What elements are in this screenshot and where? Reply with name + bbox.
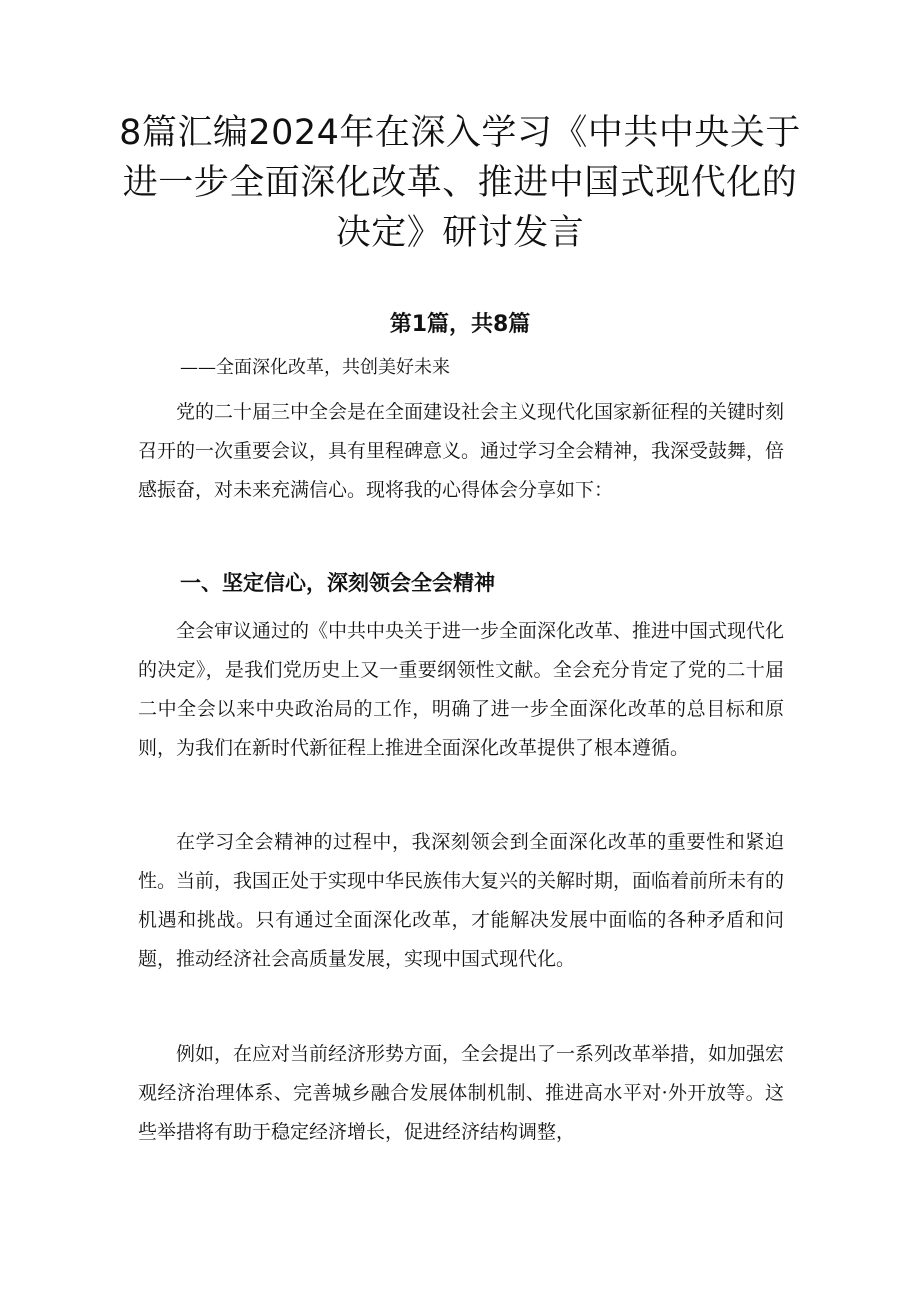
paragraph: 党的二十届三中全会是在全面建设社会主义现代化国家新征程的关键时刻召开的一次重要会议，具有里程碑意义。通过学习全会精神，我深受鼓舞，倍感振奋，对未来充满信心。现将我的心得体会分享如下： <box>138 401 785 501</box>
paragraph: 在学习全会精神的过程中，我深刻领会到全面深化改革的重要性和紧迫性。当前，我国正处于实现中华民族伟大复兴的关解时期，面临着前所未有的机遇和挑战。只有通过全面深化改革，才能解决发展中面临的各种矛盾和问题，推动经济社会高质量发展，实现中国式现代化。 <box>138 831 785 970</box>
document-title: 8篇汇编2024年在深入学习《中共中央关于进一步全面深化改革、推进中国式现代化的决定》研讨发言 <box>119 113 801 253</box>
document-subtitle: ——全面深化改革，共创美好未来 <box>180 357 450 378</box>
paragraph: 全会审议通过的《中共中央关于进一步全面深化改革、推进中国式现代化的决定》，是我们党历史上又一重要纲领性文献。全会充分肯定了党的二十届二中全会以来中央政治局的工作，明确了进一步全面深化改革的总目标和原则，为我们在新时代新征程上推进全面深化改革提供了根本遵循。 <box>138 620 785 759</box>
section-heading: 一、坚定信心，深刻领会全会精神 <box>180 571 495 595</box>
part-heading: 第1篇，共8篇 <box>389 312 531 337</box>
paragraph: 例如，在应对当前经济形势方面，全会提出了一系列改革举措，如加强宏观经济治理体系、完善城乡融合发展体制机制、推进高水平对·外开放等。这些举措将有助于稳定经济增长，促进经济结构调整， <box>138 1043 785 1143</box>
